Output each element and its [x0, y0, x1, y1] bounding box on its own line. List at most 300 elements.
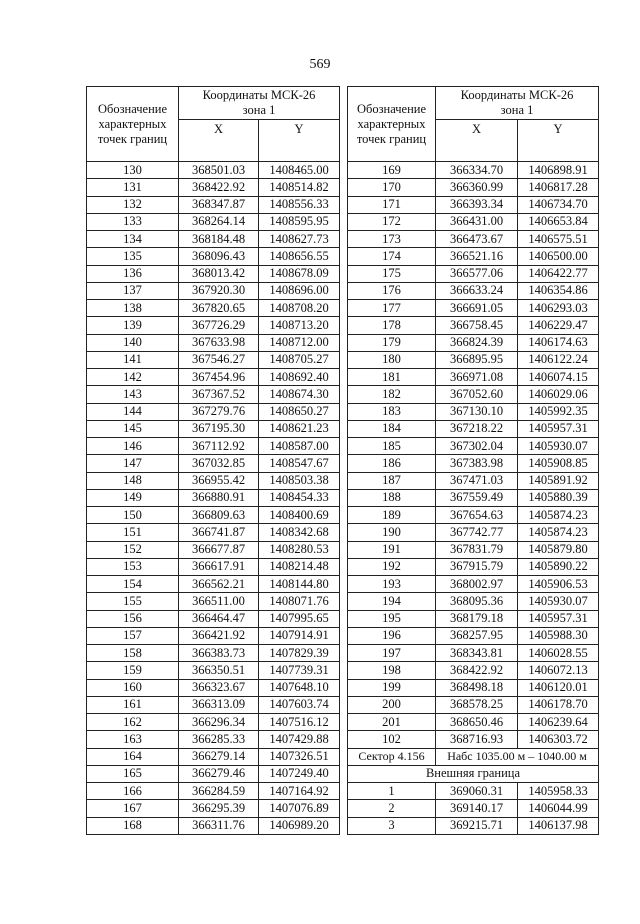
coord-y: 1408650.27	[259, 403, 340, 420]
coord-x: 366285.33	[179, 731, 259, 748]
coord-x: 368347.87	[179, 196, 259, 213]
table-row	[348, 300, 599, 317]
coord-x: 367279.76	[179, 403, 259, 420]
outer-boundary-body	[348, 783, 599, 835]
point-number: 188	[348, 489, 436, 506]
coord-y: 1405957.31	[518, 420, 599, 437]
point-number: 102	[348, 731, 436, 748]
table-row	[348, 679, 599, 696]
coord-x: 366617.91	[179, 558, 259, 575]
coord-y: 1405957.31	[518, 610, 599, 627]
outer-boundary-row	[348, 765, 599, 782]
table-row	[348, 179, 599, 196]
coord-y: 1408547.67	[259, 455, 340, 472]
table-row	[87, 369, 340, 386]
point-number: 159	[87, 662, 179, 679]
table-row	[348, 817, 599, 834]
coord-y: 1408627.73	[259, 231, 340, 248]
table-row	[348, 438, 599, 455]
table-row	[87, 438, 340, 455]
coord-x: 368650.46	[436, 714, 518, 731]
point-number: 200	[348, 696, 436, 713]
table-row	[87, 817, 340, 834]
coord-x: 366677.87	[179, 541, 259, 558]
point-number: 162	[87, 714, 179, 731]
point-number: 172	[348, 213, 436, 230]
coord-x: 366521.16	[436, 248, 518, 265]
coord-y: 1407739.31	[259, 662, 340, 679]
col-y-header: Y	[259, 120, 340, 162]
coord-y: 1406120.01	[518, 679, 599, 696]
coord-x: 366383.73	[179, 645, 259, 662]
point-number: 170	[348, 179, 436, 196]
coord-x: 367726.29	[179, 317, 259, 334]
coords-title: Координаты МСК-26	[202, 88, 316, 102]
table-row	[348, 541, 599, 558]
coord-x: 368498.18	[436, 679, 518, 696]
coord-y: 1408708.20	[259, 300, 340, 317]
point-label-header	[348, 87, 436, 162]
coord-x: 367195.30	[179, 420, 259, 437]
point-number: 192	[348, 558, 436, 575]
coords-zone: зона 1	[242, 103, 276, 117]
point-number: 174	[348, 248, 436, 265]
coord-x: 368013.42	[179, 265, 259, 282]
point-number: 194	[348, 593, 436, 610]
table-row	[348, 351, 599, 368]
outer-boundary-label: Внешняя граница	[348, 765, 599, 782]
table-row	[87, 386, 340, 403]
table-row	[348, 213, 599, 230]
table-row	[87, 645, 340, 662]
coord-x: 367130.10	[436, 403, 518, 420]
table-row	[87, 507, 340, 524]
table-row	[87, 731, 340, 748]
coord-y: 1406575.51	[518, 231, 599, 248]
coord-x: 368179.18	[436, 610, 518, 627]
table-row	[348, 593, 599, 610]
table-row	[348, 800, 599, 817]
point-number: 181	[348, 369, 436, 386]
coord-y: 1407516.12	[259, 714, 340, 731]
table-row	[348, 731, 599, 748]
table-row	[87, 696, 340, 713]
coord-y: 1405890.22	[518, 558, 599, 575]
point-number: 142	[87, 369, 179, 386]
table-row	[87, 576, 340, 593]
coord-x: 368096.43	[179, 248, 259, 265]
coord-y: 1408713.20	[259, 317, 340, 334]
coord-y: 1406122.24	[518, 351, 599, 368]
coord-y: 1405930.07	[518, 438, 599, 455]
coord-y: 1405880.39	[518, 489, 599, 506]
point-number: 148	[87, 472, 179, 489]
table-row	[87, 765, 340, 782]
point-number: 131	[87, 179, 179, 196]
coord-y: 1407249.40	[259, 765, 340, 782]
coord-y: 1408678.09	[259, 265, 340, 282]
coord-y: 1406422.77	[518, 265, 599, 282]
coord-y: 1408712.00	[259, 334, 340, 351]
coord-y: 1406989.20	[259, 817, 340, 834]
coord-x: 368184.48	[179, 231, 259, 248]
point-number: 144	[87, 403, 179, 420]
coord-x: 366971.08	[436, 369, 518, 386]
coord-x: 368422.92	[436, 662, 518, 679]
table-row	[87, 300, 340, 317]
coord-x: 367112.92	[179, 438, 259, 455]
col-y-header: Y	[518, 120, 599, 162]
table-row	[87, 162, 340, 179]
coord-y: 1405879.80	[518, 541, 599, 558]
point-number: 196	[348, 627, 436, 644]
coord-x: 366562.21	[179, 576, 259, 593]
point-number: 150	[87, 507, 179, 524]
point-number: 177	[348, 300, 436, 317]
coords-header	[179, 87, 340, 120]
coord-x: 366360.99	[436, 179, 518, 196]
coord-y: 1408342.68	[259, 524, 340, 541]
sector-value: Набс 1035.00 м – 1040.00 м	[436, 748, 599, 765]
coord-x: 366284.59	[179, 783, 259, 800]
coord-x: 366758.45	[436, 317, 518, 334]
coord-y: 1405906.53	[518, 576, 599, 593]
point-number: 133	[87, 213, 179, 230]
table-row	[348, 317, 599, 334]
table-row	[87, 455, 340, 472]
table-row	[87, 679, 340, 696]
point-number: 153	[87, 558, 179, 575]
coord-y: 1408621.23	[259, 420, 340, 437]
page-number: 569	[309, 57, 331, 72]
coord-x: 367032.85	[179, 455, 259, 472]
coord-x: 367915.79	[436, 558, 518, 575]
table-row	[348, 696, 599, 713]
point-label-line: точек границ	[356, 131, 427, 146]
table-row	[87, 714, 340, 731]
coord-y: 1405908.85	[518, 455, 599, 472]
coord-x: 366421.92	[179, 627, 259, 644]
point-number: 3	[348, 817, 436, 834]
coord-x: 367302.04	[436, 438, 518, 455]
table-row	[87, 472, 340, 489]
point-number: 140	[87, 334, 179, 351]
coords-header	[436, 87, 599, 120]
left-table-body	[87, 162, 340, 835]
coord-y: 1406174.63	[518, 334, 599, 351]
table-row	[87, 196, 340, 213]
right-table-body	[348, 162, 599, 749]
coord-x: 367654.63	[436, 507, 518, 524]
coord-x: 367218.22	[436, 420, 518, 437]
coord-y: 1408705.27	[259, 351, 340, 368]
coord-y: 1406293.03	[518, 300, 599, 317]
coord-x: 366393.34	[436, 196, 518, 213]
point-number: 180	[348, 351, 436, 368]
table-row	[87, 248, 340, 265]
point-number: 199	[348, 679, 436, 696]
coord-y: 1405958.33	[518, 783, 599, 800]
coord-y: 1406044.99	[518, 800, 599, 817]
table-row	[87, 420, 340, 437]
table-row	[348, 369, 599, 386]
table-row	[348, 507, 599, 524]
point-number: 134	[87, 231, 179, 248]
coord-x: 367820.65	[179, 300, 259, 317]
coord-y: 1408674.30	[259, 386, 340, 403]
coord-x: 368343.81	[436, 645, 518, 662]
point-number: 167	[87, 800, 179, 817]
point-number: 151	[87, 524, 179, 541]
table-row	[348, 386, 599, 403]
table-row	[348, 196, 599, 213]
coord-x: 367052.60	[436, 386, 518, 403]
coord-x: 366350.51	[179, 662, 259, 679]
col-x-header: X	[179, 120, 259, 162]
coord-y: 1406239.64	[518, 714, 599, 731]
coord-y: 1407829.39	[259, 645, 340, 662]
point-number: 163	[87, 731, 179, 748]
table-row	[348, 714, 599, 731]
coord-x: 367633.98	[179, 334, 259, 351]
point-number: 195	[348, 610, 436, 627]
coord-x: 367471.03	[436, 472, 518, 489]
coord-x: 367546.27	[179, 351, 259, 368]
point-number: 178	[348, 317, 436, 334]
table-row	[87, 524, 340, 541]
coord-x: 368422.92	[179, 179, 259, 196]
coord-y: 1407603.74	[259, 696, 340, 713]
point-number: 146	[87, 438, 179, 455]
point-number: 184	[348, 420, 436, 437]
coord-x: 366955.42	[179, 472, 259, 489]
coord-y: 1406734.70	[518, 196, 599, 213]
point-number: 166	[87, 783, 179, 800]
coord-x: 368501.03	[179, 162, 259, 179]
point-number: 193	[348, 576, 436, 593]
point-number: 1	[348, 783, 436, 800]
coord-y: 1406072.13	[518, 662, 599, 679]
coord-y: 1405930.07	[518, 593, 599, 610]
coord-x: 367367.52	[179, 386, 259, 403]
coord-x: 366279.14	[179, 748, 259, 765]
table-row	[87, 489, 340, 506]
point-number: 161	[87, 696, 179, 713]
table-row	[87, 403, 340, 420]
point-label-line: характерных	[98, 116, 167, 131]
coord-y: 1408465.00	[259, 162, 340, 179]
coord-x: 366895.95	[436, 351, 518, 368]
point-number: 132	[87, 196, 179, 213]
coord-y: 1406029.06	[518, 386, 599, 403]
point-number: 176	[348, 282, 436, 299]
coord-y: 1408144.80	[259, 576, 340, 593]
coord-y: 1406303.72	[518, 731, 599, 748]
coord-y: 1406500.00	[518, 248, 599, 265]
table-row	[348, 558, 599, 575]
point-number: 182	[348, 386, 436, 403]
table-row	[348, 420, 599, 437]
table-row	[348, 472, 599, 489]
point-number: 2	[348, 800, 436, 817]
coord-x: 368578.25	[436, 696, 518, 713]
point-number: 168	[87, 817, 179, 834]
coord-y: 1406817.28	[518, 179, 599, 196]
table-row	[348, 231, 599, 248]
coord-x: 366633.24	[436, 282, 518, 299]
point-number: 175	[348, 265, 436, 282]
coord-x: 366279.46	[179, 765, 259, 782]
point-number: 169	[348, 162, 436, 179]
coord-y: 1407076.89	[259, 800, 340, 817]
point-number: 156	[87, 610, 179, 627]
coordinates-table-left	[86, 86, 340, 835]
table-row	[348, 662, 599, 679]
point-number: 147	[87, 455, 179, 472]
sector-label: Сектор 4.156	[348, 748, 436, 765]
table-row	[87, 231, 340, 248]
coord-y: 1406028.55	[518, 645, 599, 662]
point-number: 179	[348, 334, 436, 351]
table-row	[348, 627, 599, 644]
table-row	[87, 783, 340, 800]
table-row	[87, 351, 340, 368]
point-label-line: Обозначение	[356, 101, 427, 116]
coord-y: 1408454.33	[259, 489, 340, 506]
coord-y: 1408587.00	[259, 438, 340, 455]
point-number: 136	[87, 265, 179, 282]
point-number: 154	[87, 576, 179, 593]
table-row	[87, 610, 340, 627]
coord-y: 1405988.30	[518, 627, 599, 644]
coords-zone: зона 1	[500, 103, 534, 117]
table-row	[348, 576, 599, 593]
coord-x: 366824.39	[436, 334, 518, 351]
coord-x: 368716.93	[436, 731, 518, 748]
point-number: 165	[87, 765, 179, 782]
coord-x: 366577.06	[436, 265, 518, 282]
point-number: 187	[348, 472, 436, 489]
table-row	[87, 558, 340, 575]
table-row	[87, 593, 340, 610]
col-x-header: X	[436, 120, 518, 162]
table-row	[348, 334, 599, 351]
coord-x: 369060.31	[436, 783, 518, 800]
coord-x: 367454.96	[179, 369, 259, 386]
coord-y: 1408503.38	[259, 472, 340, 489]
coord-x: 368095.36	[436, 593, 518, 610]
point-label-line: характерных	[357, 116, 426, 131]
table-row	[87, 334, 340, 351]
coord-x: 366431.00	[436, 213, 518, 230]
table-row	[87, 662, 340, 679]
table-row	[348, 162, 599, 179]
coord-y: 1408280.53	[259, 541, 340, 558]
point-number: 138	[87, 300, 179, 317]
table-row	[348, 455, 599, 472]
coord-y: 1408696.00	[259, 282, 340, 299]
point-number: 185	[348, 438, 436, 455]
table-row	[348, 610, 599, 627]
coord-y: 1405992.35	[518, 403, 599, 420]
point-number: 164	[87, 748, 179, 765]
coord-x: 367742.77	[436, 524, 518, 541]
table-row	[348, 489, 599, 506]
coordinates-table-right	[347, 86, 599, 835]
coord-y: 1406354.86	[518, 282, 599, 299]
point-number: 201	[348, 714, 436, 731]
coord-x: 366511.00	[179, 593, 259, 610]
table-row	[87, 748, 340, 765]
point-number: 197	[348, 645, 436, 662]
coord-x: 366880.91	[179, 489, 259, 506]
point-number: 190	[348, 524, 436, 541]
point-label-line: точек границ	[97, 131, 168, 146]
coord-y: 1406229.47	[518, 317, 599, 334]
sector-row	[348, 748, 599, 765]
coord-y: 1407914.91	[259, 627, 340, 644]
coord-y: 1406074.15	[518, 369, 599, 386]
sector-section	[348, 748, 599, 783]
coord-y: 1405891.92	[518, 472, 599, 489]
coord-x: 367383.98	[436, 455, 518, 472]
coord-x: 368257.95	[436, 627, 518, 644]
coord-x: 366295.39	[179, 800, 259, 817]
point-number: 130	[87, 162, 179, 179]
coord-x: 366464.47	[179, 610, 259, 627]
coords-title: Координаты МСК-26	[460, 88, 574, 102]
coord-x: 366296.34	[179, 714, 259, 731]
point-number: 155	[87, 593, 179, 610]
table-row	[348, 265, 599, 282]
coord-x: 368002.97	[436, 576, 518, 593]
table-row	[348, 403, 599, 420]
table-row	[348, 645, 599, 662]
point-number: 141	[87, 351, 179, 368]
table-row	[87, 282, 340, 299]
coord-x: 368264.14	[179, 213, 259, 230]
coord-y: 1408071.76	[259, 593, 340, 610]
coord-y: 1408514.82	[259, 179, 340, 196]
point-number: 191	[348, 541, 436, 558]
coord-y: 1406898.91	[518, 162, 599, 179]
point-label-header	[87, 87, 179, 162]
coord-x: 366809.63	[179, 507, 259, 524]
point-number: 139	[87, 317, 179, 334]
coord-x: 366691.05	[436, 300, 518, 317]
coord-y: 1406137.98	[518, 817, 599, 834]
coord-y: 1407429.88	[259, 731, 340, 748]
table-row	[348, 783, 599, 800]
coord-x: 369140.17	[436, 800, 518, 817]
point-number: 183	[348, 403, 436, 420]
point-number: 198	[348, 662, 436, 679]
point-number: 186	[348, 455, 436, 472]
coord-x: 367559.49	[436, 489, 518, 506]
point-number: 157	[87, 627, 179, 644]
coord-x: 367920.30	[179, 282, 259, 299]
coord-x: 366311.76	[179, 817, 259, 834]
table-row	[348, 524, 599, 541]
table-row	[87, 627, 340, 644]
point-number: 143	[87, 386, 179, 403]
coord-y: 1408692.40	[259, 369, 340, 386]
point-label-line: Обозначение	[97, 101, 168, 116]
table-row	[348, 282, 599, 299]
coord-y: 1405874.23	[518, 507, 599, 524]
table-row	[87, 317, 340, 334]
coord-x: 366473.67	[436, 231, 518, 248]
